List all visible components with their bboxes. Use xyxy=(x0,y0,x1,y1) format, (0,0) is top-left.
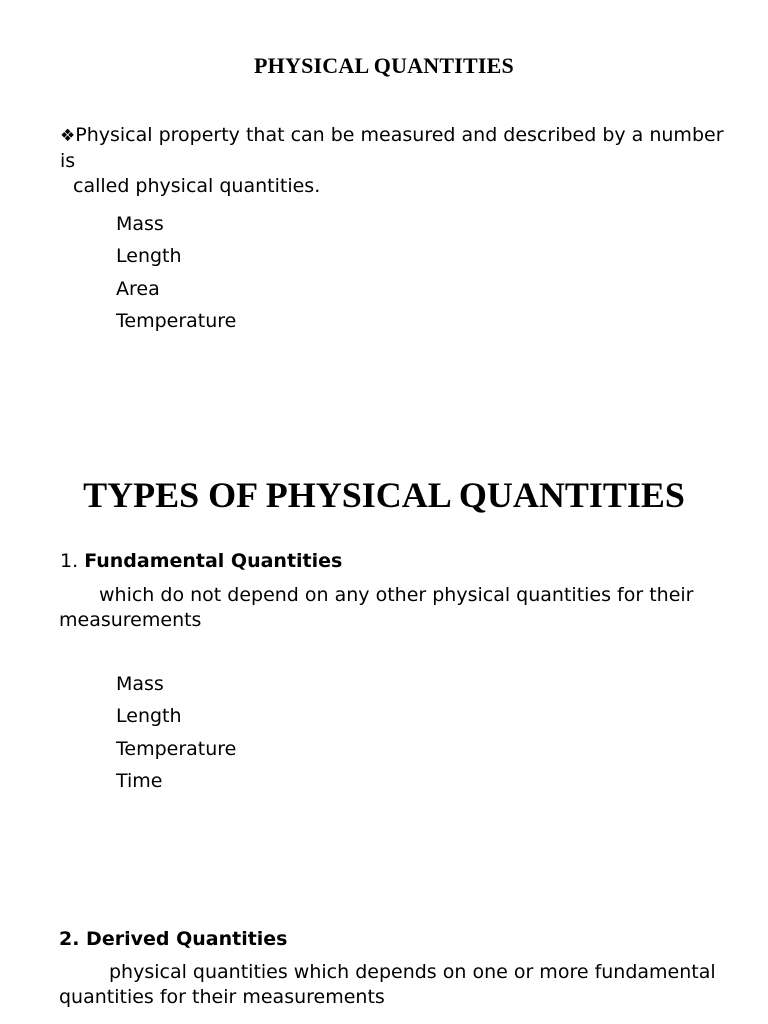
list-item: Mass xyxy=(116,673,164,695)
fundamental-description: which do not depend on any other physical quantities for their measurements xyxy=(59,584,694,631)
derived-description: physical quantities which depends on one or more fundamental quantities for their measurements xyxy=(59,961,716,1008)
page-title: PHYSICAL QUANTITIES xyxy=(254,53,514,78)
intro-text-line1: Physical property that can be measured and described by a number is xyxy=(60,124,724,172)
diamond-bullet-icon: ❖ xyxy=(60,126,76,146)
list-item: Time xyxy=(116,769,163,792)
fundamental-list xyxy=(116,668,236,797)
intro-text-line2: called physical quantities. xyxy=(73,175,321,197)
examples-list xyxy=(116,208,236,337)
list-item: Temperature xyxy=(116,737,237,760)
fundamental-title: Fundamental Quantities xyxy=(84,550,343,572)
list-item: Mass xyxy=(116,213,164,235)
derived-heading: 2. Derived Quantities xyxy=(59,928,288,950)
fundamental-heading xyxy=(60,550,342,572)
section-heading: TYPES OF PHYSICAL QUANTITIES xyxy=(83,475,685,515)
list-item: Length xyxy=(116,705,182,728)
list-item: Length xyxy=(116,245,182,268)
list-item: Area xyxy=(116,277,160,300)
list-item: Temperature xyxy=(116,309,237,332)
fundamental-number: 1. xyxy=(60,550,79,572)
intro-paragraph xyxy=(60,123,740,199)
